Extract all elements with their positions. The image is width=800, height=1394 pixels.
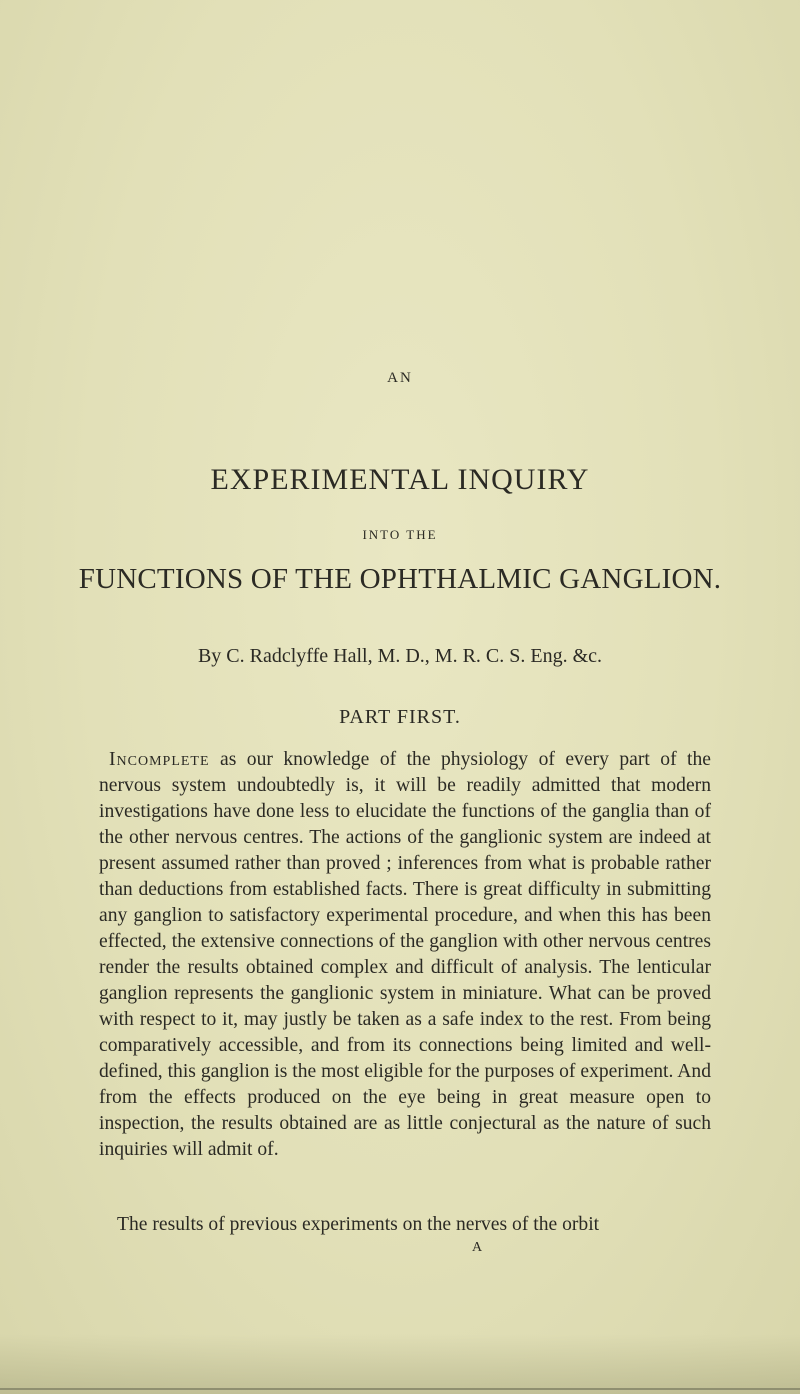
paragraph-1-lead: Incomplete [109, 749, 210, 770]
page-subtitle: FUNCTIONS OF THE OPHTHALMIC GANGLION. [78, 563, 722, 595]
part-heading: PART FIRST. [339, 706, 461, 728]
page-bottom-edge [0, 1388, 800, 1390]
author-line: By C. Radclyffe Hall, M. D., M. R. C. S. Eng. &c. [197, 645, 603, 667]
page-title: EXPERIMENTAL INQUIRY [210, 463, 590, 496]
title-prefix: AN [387, 370, 413, 386]
signature-mark: A [472, 1240, 483, 1255]
title-connector: INTO THE [362, 527, 438, 542]
paragraph-2: The results of previous experiments on the nerves of the orbit [117, 1214, 600, 1235]
paragraph-1 [99, 747, 711, 1163]
page-edge-shadow [0, 1334, 800, 1394]
paragraph-1-text: as our knowledge of the physiology of every part of the nervous system undoubtedly is, it will be readily admitted that modern investigations have done less to elucidate the functions of the ganglia than of the other nervous centres. The actions of the ganglionic system are indeed at present assumed rather than proved ; inferences from what is probable rather than deductions from established facts. There is great difficulty in submitting any ganglion to satisfactory experimental procedure, and when this has been effected, the extensive connections of the ganglion with other nervous centres render the results obtained complex and difficult of analysis. The lenticular ganglion represents the ganglionic system in miniature. What can be proved with respect to it, may justly be taken as a safe index to the rest. From being comparatively accessible, and from its connections being limited and well-defined, this ganglion is the most eligible for the purposes of experiment. And from the effects produced on the eye being in great measure open to inspection, the results obtained are as little conjectural as the nature of such inquiries will admit of. [99, 749, 711, 1160]
